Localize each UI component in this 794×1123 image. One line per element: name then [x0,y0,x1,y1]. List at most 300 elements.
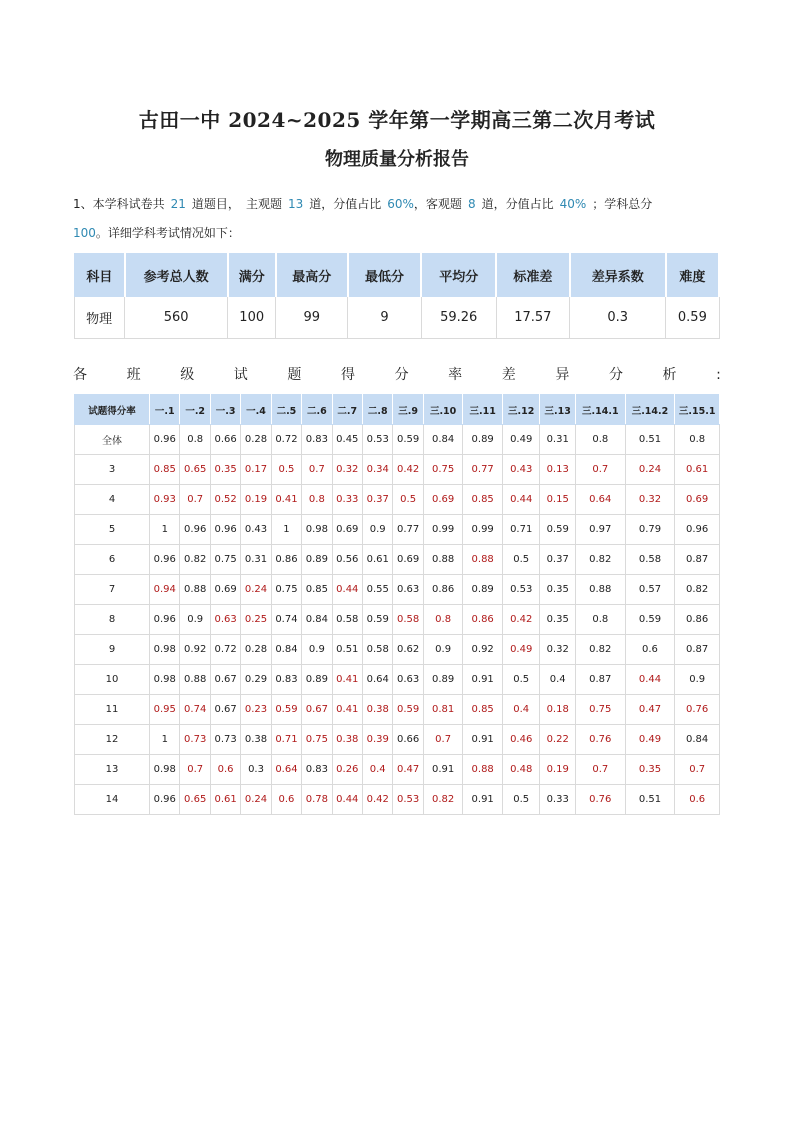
objective-count: 8 [467,197,476,211]
rate-cell: 0.95 [150,695,180,725]
table-row [75,515,720,545]
rate-cell: 0.19 [241,485,271,515]
subjective-count: 13 [287,197,304,211]
table-row [75,755,720,785]
question-header: 三.14.1 [575,395,625,425]
rate-cell: 0.47 [625,695,675,725]
rate-cell: 0.31 [241,545,271,575]
rate-cell: 0.42 [363,785,393,815]
rate-cell: 0.99 [463,515,503,545]
rate-cell: 0.59 [540,515,575,545]
rate-cell: 0.58 [332,605,362,635]
table-row [75,485,720,515]
table-row [75,425,720,455]
rate-cell: 0.75 [271,575,301,605]
question-header: 三.10 [423,395,463,425]
section-heading [73,364,721,384]
rate-corner-header: 试题得分率 [75,395,150,425]
total-questions: 21 [170,197,186,211]
rate-cell: 0.25 [241,605,271,635]
rate-cell: 0.66 [210,425,240,455]
rate-cell: 0.4 [540,665,575,695]
rate-cell: 0.88 [423,545,463,575]
question-header: 二.8 [363,395,393,425]
rate-cell: 0.7 [302,455,332,485]
rate-cell: 0.89 [463,425,503,455]
rate-cell: 0.7 [575,755,625,785]
rate-cell: 0.59 [393,695,423,725]
rate-cell: 0.15 [540,485,575,515]
subjective-percent: 60% [387,197,414,211]
stats-cell: 9 [348,297,422,339]
rate-cell: 0.96 [675,515,720,545]
stats-header: 满分 [228,254,276,297]
rate-cell: 0.57 [625,575,675,605]
rate-cell: 0.96 [150,425,180,455]
rate-cell: 0.98 [150,665,180,695]
class-label: 14 [75,785,150,815]
rate-cell: 0.8 [575,605,625,635]
stats-cell: 59.26 [421,297,496,339]
rate-cell: 0.78 [302,785,332,815]
rate-cell: 0.5 [271,455,301,485]
rate-cell: 1 [150,725,180,755]
rate-cell: 0.7 [180,485,210,515]
class-label: 3 [75,455,150,485]
rate-cell: 0.7 [423,725,463,755]
question-header: 三.13 [540,395,575,425]
question-header: 三.11 [463,395,503,425]
rate-cell: 0.59 [393,425,423,455]
heading-char: 析 [662,367,677,383]
class-label: 10 [75,665,150,695]
rate-cell: 0.83 [271,665,301,695]
rate-cell: 0.76 [675,695,720,725]
summary-text: 主观题 [245,197,282,211]
heading-char: 级 [180,367,195,383]
rate-cell: 0.75 [575,695,625,725]
objective-percent: 40% [559,197,587,211]
rate-cell: 0.69 [393,545,423,575]
summary-text: 道题目， [191,197,240,211]
rate-cell: 0.35 [210,455,240,485]
rate-cell: 0.59 [363,605,393,635]
table-row [75,455,720,485]
table-row [75,695,720,725]
stats-cell: 17.57 [496,297,570,339]
rate-cell: 0.7 [575,455,625,485]
rate-cell: 0.88 [463,755,503,785]
rate-cell: 0.51 [332,635,362,665]
rate-cell: 0.85 [302,575,332,605]
heading-char: 异 [555,367,570,383]
rate-cell: 0.9 [302,635,332,665]
rate-cell: 0.82 [575,545,625,575]
rate-cell: 0.98 [150,635,180,665]
rate-cell: 0.9 [423,635,463,665]
rate-cell: 0.91 [423,755,463,785]
rate-cell: 0.49 [502,635,540,665]
rate-cell: 0.4 [502,695,540,725]
rate-cell: 0.33 [332,485,362,515]
question-header: 二.7 [332,395,362,425]
rate-cell: 0.24 [241,785,271,815]
heading-char: 试 [233,367,248,383]
question-header: 三.14.2 [625,395,675,425]
rate-cell: 0.26 [332,755,362,785]
rate-cell: 0.38 [363,695,393,725]
rate-cell: 0.38 [241,725,271,755]
rate-cell: 0.93 [150,485,180,515]
rate-cell: 0.77 [393,515,423,545]
rate-cell: 0.6 [210,755,240,785]
table-row [75,545,720,575]
rate-cell: 0.61 [675,455,720,485]
rate-cell: 0.34 [363,455,393,485]
rate-cell: 0.43 [241,515,271,545]
rate-cell: 0.35 [625,755,675,785]
subject-stats-table [74,253,720,339]
rate-cell: 0.74 [180,695,210,725]
rate-cell: 0.24 [241,575,271,605]
rate-cell: 0.82 [575,635,625,665]
rate-cell: 0.44 [502,485,540,515]
page-title: 古田一中 2024~2025 学年第一学期高三第二次月考试 [138,108,656,132]
stats-header: 最高分 [276,254,348,297]
rate-cell: 0.6 [625,635,675,665]
rate-cell: 0.96 [150,545,180,575]
rate-cell: 0.9 [363,515,393,545]
rate-cell: 0.82 [180,545,210,575]
class-label: 4 [75,485,150,515]
summary-paragraph [73,190,723,248]
rate-cell: 0.32 [332,455,362,485]
rate-cell: 0.86 [423,575,463,605]
rate-cell: 0.8 [423,605,463,635]
rate-cell: 0.48 [502,755,540,785]
rate-cell: 0.39 [363,725,393,755]
rate-cell: 0.71 [271,725,301,755]
stats-cell: 0.59 [666,297,719,339]
rate-cell: 0.7 [675,755,720,785]
rate-cell: 0.31 [540,425,575,455]
rate-cell: 1 [271,515,301,545]
rate-cell: 0.59 [625,605,675,635]
rate-cell: 0.38 [332,725,362,755]
stats-cell: 0.3 [570,297,666,339]
class-label: 8 [75,605,150,635]
rate-cell: 0.62 [393,635,423,665]
rate-cell: 0.87 [575,665,625,695]
rate-cell: 0.42 [502,605,540,635]
rate-cell: 0.53 [363,425,393,455]
rate-cell: 0.67 [302,695,332,725]
rate-cell: 0.13 [540,455,575,485]
rate-cell: 0.4 [363,755,393,785]
rate-cell: 0.91 [463,725,503,755]
rate-cell: 0.43 [502,455,540,485]
rate-cell: 0.76 [575,725,625,755]
rate-cell: 0.69 [332,515,362,545]
rate-cell: 0.18 [540,695,575,725]
rate-cell: 0.86 [675,605,720,635]
rate-cell: 0.3 [241,755,271,785]
rate-cell: 0.53 [393,785,423,815]
rate-cell: 0.65 [180,455,210,485]
rate-cell: 0.91 [463,665,503,695]
rate-cell: 0.44 [332,575,362,605]
summary-text: 。详细学科考试情况如下： [95,226,240,240]
heading-char: 分 [394,367,409,383]
rate-cell: 0.59 [271,695,301,725]
class-label: 6 [75,545,150,575]
heading-char: 率 [448,367,463,383]
table-row [75,665,720,695]
rate-cell: 0.41 [332,665,362,695]
table-row [75,725,720,755]
rate-cell: 0.6 [271,785,301,815]
rate-cell: 0.73 [210,725,240,755]
rate-cell: 0.69 [423,485,463,515]
rate-cell: 0.53 [502,575,540,605]
class-label: 5 [75,515,150,545]
heading-char: 各 [73,367,87,383]
rate-cell: 0.82 [675,575,720,605]
rate-cell: 0.82 [423,785,463,815]
class-label: 13 [75,755,150,785]
rate-cell: 0.83 [302,425,332,455]
rate-cell: 0.44 [332,785,362,815]
rate-cell: 0.8 [180,425,210,455]
rate-cell: 0.49 [625,725,675,755]
rate-cell: 0.24 [625,455,675,485]
question-header: 一.2 [180,395,210,425]
heading-char: 得 [340,367,355,383]
rate-cell: 0.88 [575,575,625,605]
rate-cell: 0.58 [625,545,675,575]
rate-cell: 0.51 [625,785,675,815]
rate-cell: 0.63 [393,575,423,605]
rate-cell: 0.35 [540,605,575,635]
table-row [75,575,720,605]
rate-cell: 0.61 [363,545,393,575]
summary-text: 道，分值占比 [481,197,554,211]
rate-cell: 0.66 [393,725,423,755]
rate-cell: 0.17 [241,455,271,485]
rate-cell: 0.35 [540,575,575,605]
rate-cell: 0.7 [180,755,210,785]
rate-cell: 0.98 [302,515,332,545]
rate-cell: 0.69 [675,485,720,515]
total-score: 100 [73,226,96,240]
rate-cell: 0.5 [502,545,540,575]
rate-cell: 0.45 [332,425,362,455]
rate-cell: 0.92 [180,635,210,665]
question-header: 三.9 [393,395,423,425]
rate-cell: 0.33 [540,785,575,815]
rate-cell: 0.32 [540,635,575,665]
rate-cell: 0.63 [393,665,423,695]
rate-cell: 0.86 [271,545,301,575]
rate-cell: 0.28 [241,635,271,665]
stats-header: 科目 [75,254,125,297]
page-subtitle: 物理质量分析报告 [325,149,469,170]
stats-header: 参考总人数 [125,254,228,297]
rate-cell: 0.64 [271,755,301,785]
rate-cell: 0.77 [463,455,503,485]
question-header: 二.6 [302,395,332,425]
rate-cell: 0.79 [625,515,675,545]
summary-text: ，客观题 [413,197,462,211]
rate-cell: 0.65 [180,785,210,815]
rate-cell: 0.97 [575,515,625,545]
rate-cell: 0.49 [502,425,540,455]
rate-cell: 0.98 [150,755,180,785]
rate-cell: 0.67 [210,665,240,695]
rate-cell: 0.85 [463,485,503,515]
stats-cell: 560 [125,297,228,339]
rate-cell: 0.71 [502,515,540,545]
rate-cell: 0.32 [625,485,675,515]
rate-cell: 1 [150,515,180,545]
rate-cell: 0.86 [463,605,503,635]
rate-cell: 0.89 [463,575,503,605]
rate-cell: 0.8 [575,425,625,455]
table-row [75,297,720,339]
rate-cell: 0.42 [393,455,423,485]
table-row [75,605,720,635]
rate-cell: 0.52 [210,485,240,515]
rate-cell: 0.99 [423,515,463,545]
rate-cell: 0.6 [675,785,720,815]
rate-cell: 0.56 [332,545,362,575]
rate-cell: 0.47 [393,755,423,785]
class-score-rate-table [74,394,720,815]
rate-cell: 0.88 [180,665,210,695]
rate-cell: 0.5 [502,785,540,815]
rate-cell: 0.51 [625,425,675,455]
summary-text: 1、本学科试卷共 [73,197,165,211]
rate-cell: 0.73 [180,725,210,755]
rate-cell: 0.96 [180,515,210,545]
class-label: 12 [75,725,150,755]
rate-cell: 0.9 [180,605,210,635]
rate-cell: 0.5 [502,665,540,695]
rate-cell: 0.22 [540,725,575,755]
rate-cell: 0.89 [423,665,463,695]
heading-char: 班 [126,367,141,383]
rate-cell: 0.72 [210,635,240,665]
class-label: 全体 [75,425,150,455]
rate-cell: 0.84 [675,725,720,755]
rate-cell: 0.87 [675,545,720,575]
stats-header: 平均分 [421,254,496,297]
rate-cell: 0.29 [241,665,271,695]
rate-cell: 0.28 [241,425,271,455]
question-header: 一.1 [150,395,180,425]
class-label: 9 [75,635,150,665]
question-header: 二.5 [271,395,301,425]
rate-cell: 0.89 [302,665,332,695]
table-row [75,785,720,815]
stats-header: 差异系数 [570,254,666,297]
rate-cell: 0.84 [271,635,301,665]
rate-cell: 0.8 [302,485,332,515]
table-row [75,635,720,665]
rate-cell: 0.8 [675,425,720,455]
rate-cell: 0.85 [150,455,180,485]
rate-cell: 0.41 [271,485,301,515]
heading-char: 分 [608,367,623,383]
rate-cell: 0.64 [575,485,625,515]
summary-text: ；学科总分 [592,197,653,211]
stats-header: 最低分 [348,254,422,297]
rate-cell: 0.9 [675,665,720,695]
stats-header: 难度 [666,254,719,297]
rate-cell: 0.76 [575,785,625,815]
rate-cell: 0.58 [393,605,423,635]
summary-text: 道，分值占比 [309,197,382,211]
rate-cell: 0.85 [463,695,503,725]
rate-cell: 0.87 [675,635,720,665]
rate-cell: 0.89 [302,545,332,575]
rate-cell: 0.23 [241,695,271,725]
rate-cell: 0.88 [463,545,503,575]
rate-cell: 0.83 [302,755,332,785]
rate-cell: 0.55 [363,575,393,605]
rate-cell: 0.96 [210,515,240,545]
heading-char: : [716,367,721,383]
rate-cell: 0.69 [210,575,240,605]
rate-cell: 0.5 [393,485,423,515]
rate-cell: 0.63 [210,605,240,635]
rate-cell: 0.46 [502,725,540,755]
stats-cell: 99 [276,297,348,339]
question-header: 一.4 [241,395,271,425]
rate-cell: 0.75 [210,545,240,575]
rate-cell: 0.88 [180,575,210,605]
heading-char: 题 [287,367,302,383]
rate-cell: 0.75 [302,725,332,755]
rate-cell: 0.91 [463,785,503,815]
rate-cell: 0.81 [423,695,463,725]
rate-cell: 0.37 [363,485,393,515]
heading-char: 差 [501,367,516,383]
rate-cell: 0.84 [302,605,332,635]
rate-cell: 0.19 [540,755,575,785]
rate-cell: 0.72 [271,425,301,455]
rate-cell: 0.44 [625,665,675,695]
rate-cell: 0.92 [463,635,503,665]
rate-cell: 0.37 [540,545,575,575]
question-header: 三.12 [502,395,540,425]
class-label: 7 [75,575,150,605]
stats-header: 标准差 [496,254,570,297]
rate-cell: 0.94 [150,575,180,605]
question-header: 三.15.1 [675,395,720,425]
question-header: 一.3 [210,395,240,425]
rate-cell: 0.41 [332,695,362,725]
rate-cell: 0.96 [150,785,180,815]
stats-cell: 100 [228,297,276,339]
rate-cell: 0.84 [423,425,463,455]
rate-cell: 0.61 [210,785,240,815]
rate-cell: 0.96 [150,605,180,635]
rate-cell: 0.64 [363,665,393,695]
class-label: 11 [75,695,150,725]
stats-cell: 物理 [75,297,125,339]
rate-cell: 0.74 [271,605,301,635]
